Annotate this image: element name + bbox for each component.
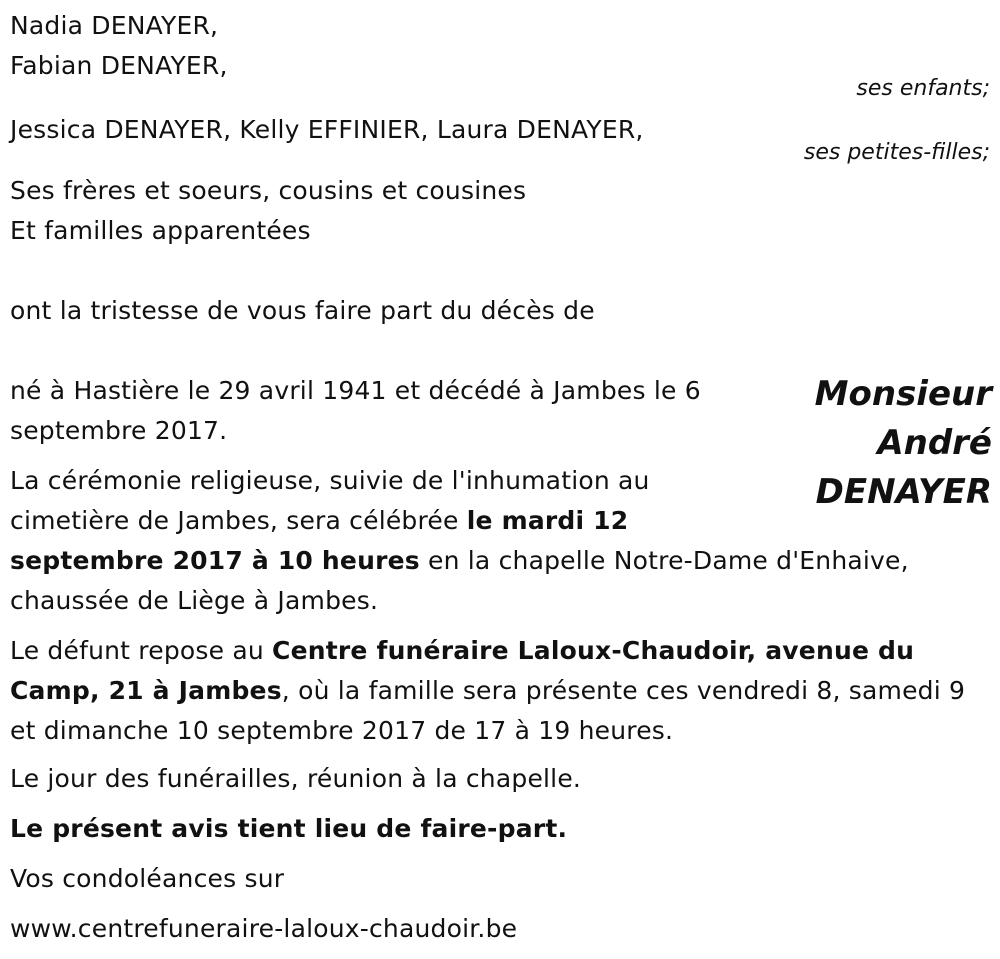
ceremony-line-3 (10, 541, 909, 581)
ceremony-chapel: en la chapelle Notre-Dame d'Enhaive, (419, 546, 909, 575)
deceased-first-name: André (877, 423, 992, 463)
related-families: Et familles apparentées (10, 216, 311, 245)
funeral-home-name: Centre funéraire Laloux-Chaudoir, avenue du (272, 636, 915, 665)
birth-death-line-2: septembre 2017. (10, 416, 228, 445)
grandchildren-names: Jessica DENAYER, Kelly EFFINIER, Laura DENAYER, (10, 115, 644, 144)
visiting-days: , où la famille sera présente ces vendredi 8, samedi 9 (281, 676, 966, 705)
ceremony-line-1: La cérémonie religieuse, suivie de l'inhumation au (10, 466, 650, 495)
announcement-text: ont la tristesse de vous faire part du décès de (10, 296, 595, 325)
deceased-last-name: DENAYER (815, 472, 992, 512)
birth-death-line-1: né à Hastière le 29 avril 1941 et décédé à Jambes le 6 (10, 376, 701, 405)
repose-line-3: et dimanche 10 septembre 2017 de 17 à 19 heures. (10, 716, 674, 745)
notice-statement: Le présent avis tient lieu de faire-part. (10, 814, 568, 843)
ceremony-line-4: chaussée de Liège à Jambes. (10, 586, 379, 615)
ceremony-line-2 (10, 501, 628, 541)
repose-intro: Le défunt repose au (10, 636, 273, 665)
ceremony-date-start: le mardi 12 (466, 506, 629, 535)
repose-line-2 (10, 671, 965, 711)
grandchildren-relation: ses petites-filles; (803, 140, 990, 165)
condolences-label: Vos condoléances sur (10, 864, 285, 893)
deceased-name (815, 370, 992, 517)
children-relation: ses enfants; (856, 76, 990, 101)
funeral-home-address: Camp, 21 à Jambes (10, 676, 282, 705)
ceremony-place: cimetière de Jambes, sera célébrée (10, 506, 467, 535)
child-name-2: Fabian DENAYER, (10, 51, 228, 80)
deceased-title: Monsieur (814, 374, 992, 414)
siblings-cousins: Ses frères et soeurs, cousins et cousines (10, 176, 527, 205)
ceremony-date-end: septembre 2017 à 10 heures (10, 546, 420, 575)
condolences-url: www.centrefuneraire-laloux-chaudoir.be (10, 914, 518, 943)
child-name-1: Nadia DENAYER, (10, 11, 219, 40)
funeral-day-note: Le jour des funérailles, réunion à la chapelle. (10, 764, 582, 793)
repose-line-1 (10, 631, 914, 671)
